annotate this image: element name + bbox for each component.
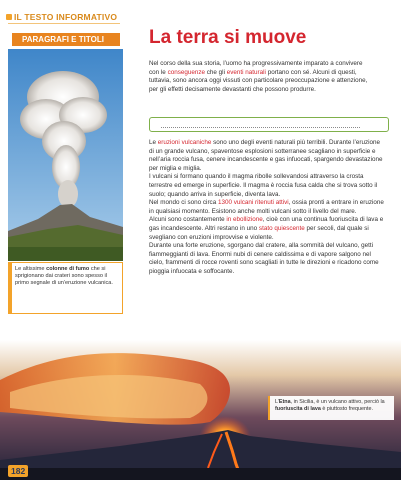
intro-paragraph: Nel corso della sua storia, l’uomo ha progressivamente imparato a convivere con le conseguenze che gli eventi naturali portano con sé. Alcuni di questi, tuttavia, sono ancora oggi vissuti con particolare preoccupazione e attenzione, per gli effetti decisamente devastanti che possono produrre.	[149, 60, 368, 93]
section-label: IL TESTO INFORMATIVO	[6, 12, 117, 22]
write-in-box[interactable]	[149, 117, 389, 132]
caption-accent-bar	[9, 263, 12, 313]
paragraph: Le eruzioni vulcaniche sono uno degli eventi naturali più terribili. Durante l’eruzione di un grande vulcano, spaventose esplosioni sotterranee scagliano in superficie e nell’aria roccia fusa, cenere incandescente e gas infuocati, spargendo devastazione per miglia e miglia.	[149, 139, 383, 172]
page-title: La terra si muove	[149, 27, 307, 48]
paragraph: I vulcani si formano quando il magma ribolle sollevandosi attraverso la crosta terrestre ed emerge in superficie. Il magma è roccia fusa calda che si trova sotto il suolo; quando arriva in superficie, diventa lava.	[149, 173, 378, 198]
paragraph: Alcuni sono costantemente in ebollizione, cioè con una continua fuoriuscita di lava e gas incandescente. Altri restano in uno stato quiescente per secoli, dal quale si svegliano con eruzioni improvvise e violente.	[149, 216, 384, 241]
dotted-line	[161, 127, 360, 128]
header-divider	[8, 23, 120, 24]
paragraph: Durante una forte eruzione, sgorgano dal cratere, alla sommità del vulcano, getti fiammeggianti di lava. Enormi nubi di cenere caldissima e di vapore salgono nel cielo, frammenti di rocce roventi sono scagliati in tutte le direzioni e ricadono come pioggia infuocata e soffocante.	[149, 242, 379, 275]
volcano-smoke-photo	[8, 49, 123, 261]
body-text	[149, 139, 385, 277]
page-number: 182	[8, 465, 28, 477]
caption-smoke-columns: Le altissime colonne di fumo che si sprigionano dai crateri sono spesso il primo segnale di un’eruzione vulcanica.	[8, 262, 123, 314]
topic-label: PARAGRAFI E TITOLI	[12, 33, 120, 46]
caption-etna: L’Etna, in Sicilia, è un vulcano attivo, perciò la fuoriuscita di lava è piuttosto frequente.	[268, 396, 394, 420]
paragraph: Nel mondo ci sono circa 1300 vulcani ritenuti attivi, ossia pronti a entrare in eruzione in qualsiasi momento. Esistono anche molti vulcani sotto il livello del mare.	[149, 199, 384, 215]
bullet-icon	[6, 14, 12, 20]
